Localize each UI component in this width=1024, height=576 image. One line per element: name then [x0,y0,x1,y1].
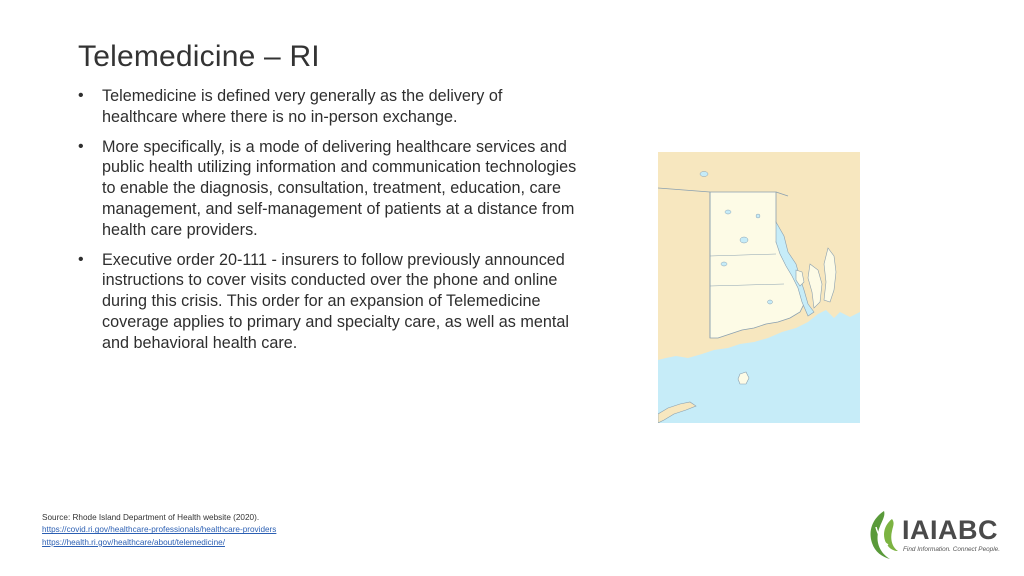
map-lake [740,237,748,243]
rhode-island-map-image [658,152,860,423]
bullet-dot: • [78,250,84,268]
bullet-list [78,86,578,363]
logo-tagline: Find Information. Connect People. [903,546,1000,553]
source-link-covid[interactable]: https://covid.ri.gov/healthcare-professionals/healthcare-providers [42,525,277,535]
map-lake [768,300,773,304]
bullet-item [78,137,578,241]
bullet-dot: • [78,137,84,155]
map-lake [721,262,727,266]
map-lake [700,172,708,177]
bullet-text: Executive order 20-111 - insurers to follow previously announced instructions to cover visits conducted over the phone and online during this crisis. This order for an expansion of Telemedicine coverage applies to primary and specialty care, as well as mental and behavioral health care. [102,250,569,352]
slide-title: Telemedicine – RI [78,40,320,73]
bullet-text: Telemedicine is defined very generally as the delivery of healthcare where there is no in-person exchange. [102,87,503,126]
iaiabc-logo [866,509,1006,561]
logo-wordmark: IAIABC [902,515,998,545]
map-svg [658,152,860,423]
source-link-telemedicine[interactable]: https://health.ri.gov/healthcare/about/telemedicine/ [42,537,225,547]
map-lake [756,214,760,218]
bullet-dot: • [78,87,84,104]
source-citation [42,512,276,549]
bullet-item [78,86,578,128]
bullet-item [78,250,578,354]
map-lake [725,210,731,214]
bullet-text: More specifically, is a mode of delivering healthcare services and public health utilizing information and communication technologies to enable the diagnosis, consultation, treatment, education, care management, and self-management of patients at a distance from health care providers. [102,137,577,239]
leaf-swirl-logo-icon [866,509,900,561]
source-label: Source: Rhode Island Department of Health website (2020). [42,513,260,522]
